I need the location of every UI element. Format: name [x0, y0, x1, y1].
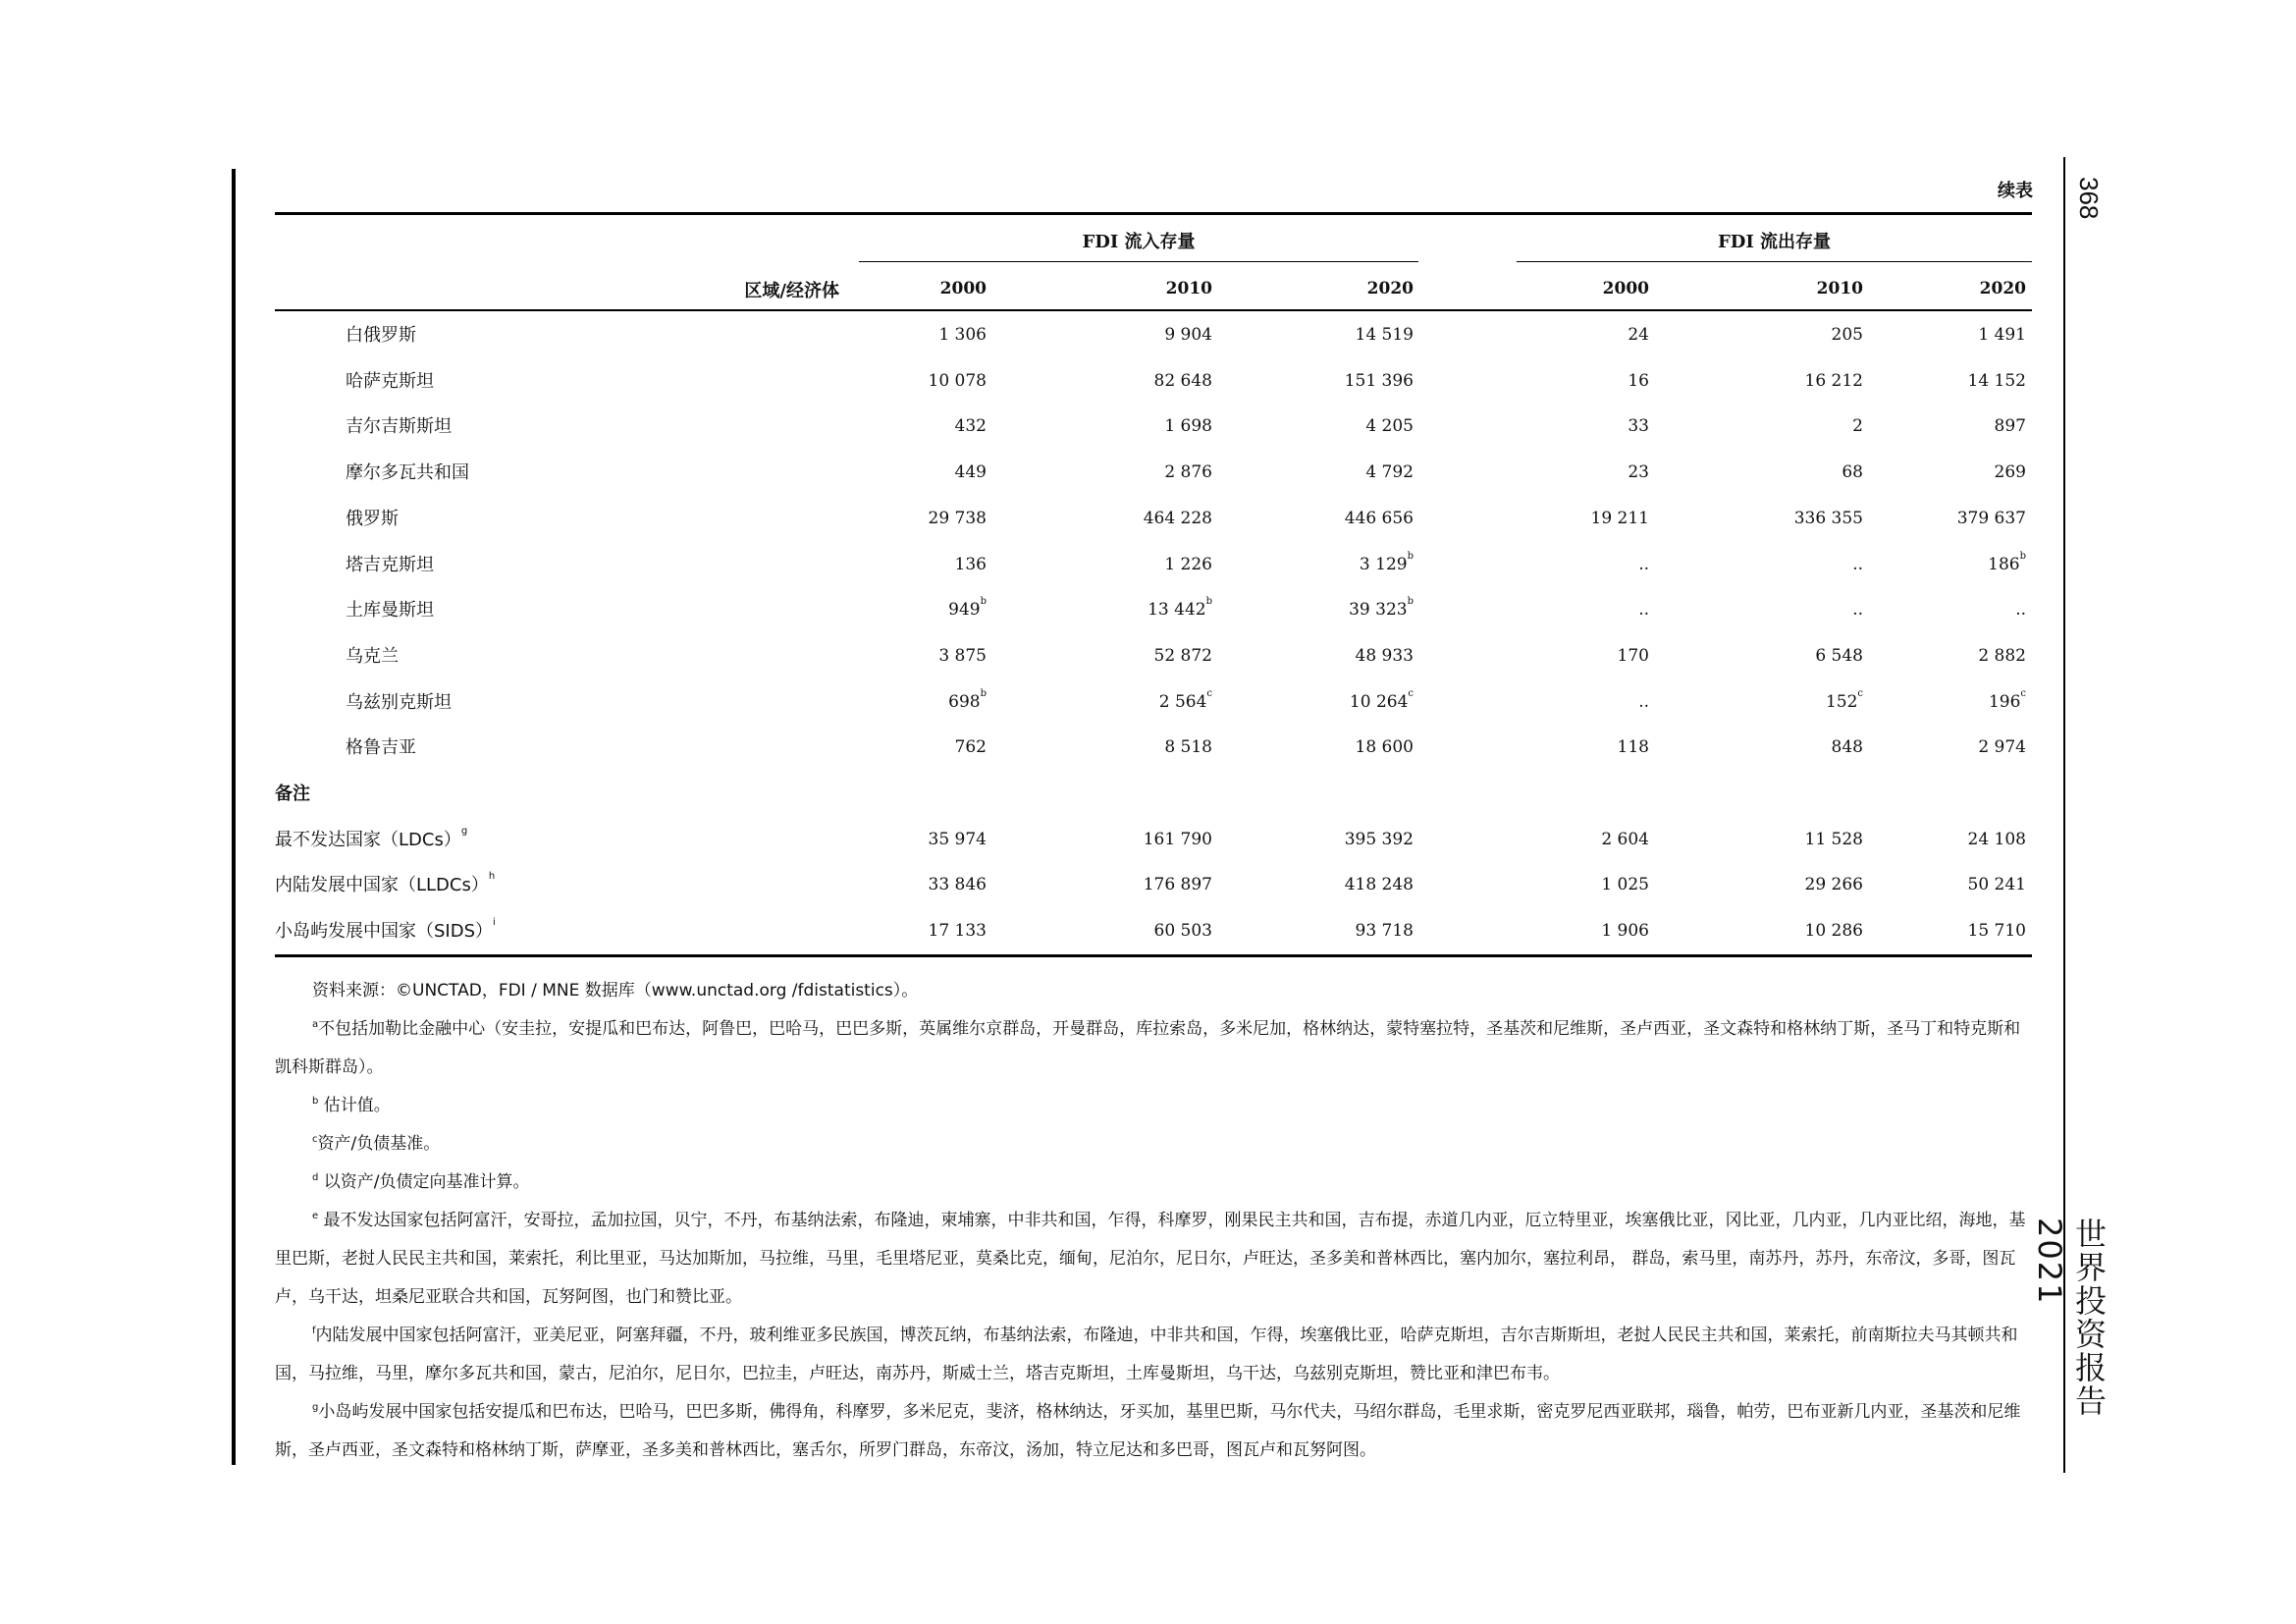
footnote-mark: g	[460, 825, 468, 837]
cell-value: 52 872	[1153, 645, 1212, 666]
table-cell	[1016, 817, 1212, 863]
row-label	[346, 679, 452, 726]
row-label-text: 摩尔多瓦共和国	[346, 462, 469, 484]
footnote-text: 估计值。	[318, 1096, 391, 1115]
year-header: 2010	[1165, 279, 1212, 298]
table-cell	[1217, 542, 1414, 588]
table-row	[275, 862, 2032, 908]
table-row	[275, 679, 2032, 726]
cell-value: 151 396	[1344, 370, 1414, 391]
cell-value: 1 306	[938, 325, 987, 345]
row-label	[275, 862, 495, 908]
group-title-inward: FDI 流入存量	[1082, 232, 1196, 252]
table-cell	[1453, 312, 1649, 358]
footnote-text: 内陆发展中国家包括阿富汗，亚美尼亚，阿塞拜疆，不丹，玻利维亚多民族国，博茨瓦纳，布基纳法索，布隆迪，中非共和国，乍得，埃塞俄比亚，哈萨克斯坦，吉尔吉斯斯坦，老挝人民民主共和国，莱索托，前南斯拉夫马其顿共和国，马拉维，马里，摩尔多瓦共和国，蒙古，尼泊尔，尼日尔，巴拉圭，卢旺达，南苏丹，斯威士兰，塔吉克斯坦，土库曼斯坦，乌干达，乌兹别克斯坦，赞比亚和津巴布韦。	[275, 1326, 2018, 1383]
footnote-mark: c	[1206, 687, 1212, 699]
table-cell	[790, 862, 987, 908]
table-cell	[790, 587, 987, 633]
table-cell	[1830, 312, 2026, 358]
footnote-mark: c	[1857, 687, 1863, 699]
row-label	[275, 908, 496, 954]
cell-value: 2 882	[1978, 645, 2026, 666]
table-cell	[1830, 908, 2026, 954]
cell-value: ..	[1638, 554, 1649, 574]
footnote-text: 不包括加勒比金融中心（安圭拉，安提瓜和巴布达，阿鲁巴，巴哈马，巴巴多斯，英属维尔京群岛，开曼群岛，库拉索岛，多米尼加，格林纳达，蒙特塞拉特，圣基茨和尼维斯，圣卢西亚，圣文森特和格林纳丁斯，圣马丁和特克斯和凯科斯群岛）。	[275, 1019, 2021, 1077]
cell-value: 848	[1831, 737, 1863, 758]
row-label-text: 内陆发展中国家（LLDCs）	[275, 875, 489, 896]
table-cell	[1217, 587, 1414, 633]
cell-value: 269	[1994, 462, 2026, 483]
table-cell	[1830, 542, 2026, 588]
table-cell	[1217, 404, 1414, 450]
footnote-mark: b	[1407, 596, 1414, 608]
table-cell	[1453, 496, 1649, 542]
footnote-mark: b	[312, 1096, 319, 1107]
cell-value: 698	[948, 691, 981, 712]
footnote-mark: c	[1408, 687, 1414, 699]
row-label-text: 乌兹别克斯坦	[346, 691, 452, 713]
table-cell	[1217, 496, 1414, 542]
cell-value: 418 248	[1344, 875, 1414, 895]
row-label-text: 哈萨克斯坦	[346, 370, 434, 392]
table-cell	[1016, 358, 1212, 405]
footnote-mark: g	[312, 1402, 319, 1413]
cell-value: 949	[948, 600, 981, 621]
table-cell	[1016, 725, 1212, 771]
cell-value: ..	[1852, 554, 1863, 574]
cell-value: ..	[1638, 600, 1649, 621]
footnote-mark: b	[1407, 550, 1414, 562]
cell-value: 897	[1994, 416, 2026, 437]
footnote-text: 资产/负债基准。	[317, 1134, 441, 1154]
table-row	[275, 404, 2032, 450]
table-cell	[1830, 450, 2026, 496]
cell-value: 16 212	[1804, 370, 1863, 391]
row-label	[346, 358, 434, 405]
cell-value: 196	[1988, 691, 2021, 712]
table-cell	[1453, 817, 1649, 863]
row-label	[346, 404, 452, 450]
cell-value: 1 491	[1978, 325, 2026, 345]
table-cell	[1217, 725, 1414, 771]
table-cell	[790, 725, 987, 771]
cell-value: 1 906	[1601, 921, 1649, 942]
cell-value: 4 792	[1365, 462, 1414, 483]
footnote-mark: b	[980, 687, 987, 699]
row-label	[346, 542, 434, 588]
group-rule-inward	[859, 261, 1418, 262]
row-label-text: 格鲁吉亚	[346, 737, 416, 759]
table-cell	[1016, 312, 1212, 358]
cell-value: 762	[954, 737, 987, 758]
cell-value: 24	[1628, 325, 1649, 345]
cell-value: 10 264	[1349, 691, 1409, 712]
row-label-text: 吉尔吉斯斯坦	[346, 416, 452, 438]
cell-value: 18 600	[1355, 737, 1414, 758]
cell-value: 118	[1617, 737, 1649, 758]
row-label	[346, 312, 416, 358]
row-label	[346, 587, 434, 633]
table-cell	[1016, 450, 1212, 496]
cell-value: ..	[1638, 691, 1649, 712]
table-cell	[1217, 679, 1414, 726]
cell-value: 8 518	[1164, 737, 1212, 758]
table-cell	[1453, 542, 1649, 588]
table-row	[275, 450, 2032, 496]
cell-value: 336 355	[1793, 508, 1863, 528]
table-cell	[790, 450, 987, 496]
footnote	[275, 1317, 2032, 1393]
cell-value: 432	[954, 416, 987, 437]
table-cell	[1830, 633, 2026, 679]
table-cell	[1453, 725, 1649, 771]
table-cell	[1453, 358, 1649, 405]
table-row	[275, 908, 2032, 954]
table-cell	[1453, 587, 1649, 633]
table-cell	[790, 404, 987, 450]
footnote-mark: d	[312, 1172, 319, 1183]
table-cell	[1016, 587, 1212, 633]
row-label	[275, 817, 467, 863]
group-rule-outward	[1517, 261, 2032, 262]
row-label-text: 俄罗斯	[346, 508, 399, 529]
footnote-mark: h	[488, 871, 496, 883]
table-cell	[1016, 862, 1212, 908]
table-cell	[790, 908, 987, 954]
cell-value: 176 897	[1143, 875, 1212, 895]
year-header: 2020	[1979, 279, 2026, 298]
table-row	[275, 542, 2032, 588]
source-note	[275, 972, 2032, 1010]
table-row	[275, 358, 2032, 405]
cell-value: 4 205	[1365, 416, 1414, 437]
row-label	[346, 450, 469, 496]
table-cell	[1453, 404, 1649, 450]
row-label	[346, 496, 399, 542]
table-row	[275, 496, 2032, 542]
table-row	[275, 817, 2032, 863]
table-cell	[1830, 817, 2026, 863]
footnote-mark: f	[312, 1326, 316, 1336]
footnote-mark: c	[312, 1134, 318, 1145]
table-cell	[790, 358, 987, 405]
footnote	[275, 1125, 2032, 1164]
cell-value: 446 656	[1344, 508, 1414, 528]
cell-value: 29 266	[1804, 875, 1863, 895]
table-bottom-rule	[275, 954, 2032, 957]
table-cell	[1453, 633, 1649, 679]
footnote	[275, 1393, 2032, 1470]
row-label-text: 小岛屿发展中国家（SIDS）	[275, 921, 494, 943]
footnote-text: 以资产/负债定向基准计算。	[318, 1172, 530, 1192]
cell-value: 2 604	[1601, 829, 1649, 849]
table-cell	[1830, 404, 2026, 450]
cell-value: 1 226	[1164, 554, 1212, 574]
cell-value: 50 241	[1967, 875, 2026, 895]
cell-value: 33	[1628, 416, 1649, 437]
table-cell	[790, 542, 987, 588]
footnote	[275, 1164, 2032, 1202]
cell-value: 16	[1628, 370, 1649, 391]
cell-value: 170	[1617, 645, 1649, 666]
continued-label: 续表	[1998, 181, 2033, 201]
cell-value: 449	[954, 462, 987, 483]
table-cell	[1217, 862, 1414, 908]
running-title: 世界投资报告 2021	[2031, 1218, 2108, 1418]
table-row	[275, 771, 2032, 817]
footnote-text: 小岛屿发展中国家包括安提瓜和巴布达，巴哈马，巴巴多斯，佛得角，科摩罗，多米尼克，斐济，格林纳达，牙买加，基里巴斯，马尔代夫，马绍尔群岛，毛里求斯，密克罗尼西亚联邦，瑙鲁，帕劳，巴布亚新几内亚，圣基茨和尼维斯，圣卢西亚，圣文森特和格林纳丁斯，萨摩亚，圣多美和普林西比，塞舌尔，所罗门群岛，东帝汶，汤加，特立尼达和多巴哥，图瓦卢和瓦努阿图。	[275, 1402, 2021, 1460]
cell-value: 9 904	[1164, 325, 1212, 345]
cell-value: 60 503	[1153, 921, 1212, 942]
row-label-text: 塔吉克斯坦	[346, 554, 434, 575]
table-row	[275, 633, 2032, 679]
row-label	[346, 725, 416, 771]
footnote-mark: e	[312, 1211, 319, 1221]
cell-value: 379 637	[1956, 508, 2026, 528]
row-label	[275, 771, 310, 817]
cell-value: 3 875	[938, 645, 987, 666]
cell-value: 15 710	[1967, 921, 2026, 942]
footnote-mark: c	[2020, 687, 2026, 699]
cell-value: 136	[954, 554, 987, 574]
year-header: 2010	[1816, 279, 1863, 298]
row-label-text: 白俄罗斯	[346, 325, 416, 346]
table-cell	[1217, 908, 1414, 954]
cell-value: 161 790	[1143, 829, 1212, 849]
table-cell	[1830, 679, 2026, 726]
table-cell	[1016, 542, 1212, 588]
table-row	[275, 725, 2032, 771]
cell-value: 29 738	[928, 508, 987, 528]
footnote-mark: a	[312, 1019, 319, 1030]
cell-value: 395 392	[1344, 829, 1414, 849]
year-header: 2020	[1366, 279, 1414, 298]
cell-value: ..	[2015, 600, 2026, 621]
table-cell	[1453, 862, 1649, 908]
cell-value: 6 548	[1815, 645, 1863, 666]
cell-value: 35 974	[928, 829, 987, 849]
table-cell	[1453, 679, 1649, 726]
row-label-text: 土库曼斯坦	[346, 600, 434, 622]
table-cell	[790, 496, 987, 542]
footnote-mark: i	[493, 917, 496, 929]
cell-value: 10 078	[928, 370, 987, 391]
cell-value: 33 846	[928, 875, 987, 895]
row-label-text: 最不发达国家（LDCs）	[275, 829, 461, 850]
table-notes	[275, 972, 2032, 1470]
header-bottom-rule	[275, 309, 2032, 311]
footnote-mark: b	[980, 596, 987, 608]
table-cell	[1830, 496, 2026, 542]
table-cell	[1016, 404, 1212, 450]
table-top-rule	[275, 212, 2032, 215]
cell-value: 48 933	[1355, 645, 1414, 666]
cell-value: 82 648	[1153, 370, 1212, 391]
footnote-text: 资料来源：©UNCTAD，FDI / MNE 数据库（www.unctad.org /fdistatistics）。	[312, 981, 919, 1001]
footnote-text: 最不发达国家包括阿富汗，安哥拉，孟加拉国，贝宁，不丹，布基纳法索，布隆迪，柬埔寨，中非共和国，乍得，科摩罗，刚果民主共和国，吉布提，赤道几内亚，厄立特里亚，埃塞俄比亚，冈比亚，几内亚，几内亚比绍，海地，基里巴斯，老挝人民民主共和国，莱索托，利比里亚，马达加斯加，马拉维，马里，毛里塔尼亚，莫桑比克，缅甸，尼泊尔，尼日尔，卢旺达，圣多美和普林西比，塞内加尔，塞拉利昂， 群岛，索马里，南苏丹，苏丹，东帝汶，多哥，图瓦卢，乌干达，坦桑尼亚联合共和国，瓦努阿图，也门和赞比亚。	[275, 1211, 2026, 1307]
cell-value: 2 876	[1164, 462, 1212, 483]
table-cell	[790, 817, 987, 863]
cell-value: 2 564	[1158, 691, 1207, 712]
row-label-text: 备注	[275, 784, 310, 804]
cell-value: 10 286	[1804, 921, 1863, 942]
footnote	[275, 1087, 2032, 1125]
cell-value: 205	[1831, 325, 1863, 345]
footnote-mark: b	[1205, 596, 1212, 608]
row-header-label: 区域/经济体	[744, 281, 839, 301]
cell-value: 2	[1852, 416, 1863, 437]
table-cell	[1453, 450, 1649, 496]
table-row	[275, 587, 2032, 633]
footnote-mark: b	[2019, 550, 2026, 562]
table-cell	[1016, 679, 1212, 726]
footnote	[275, 1010, 2032, 1087]
cell-value: 24 108	[1967, 829, 2026, 849]
cell-value: 186	[1988, 554, 2020, 574]
table-cell	[1016, 633, 1212, 679]
group-title-outward: FDI 流出存量	[1717, 232, 1832, 252]
table-cell	[790, 633, 987, 679]
cell-value: 68	[1842, 462, 1863, 483]
table-cell	[1217, 450, 1414, 496]
cell-value: 14 152	[1967, 370, 2026, 391]
table-cell	[1830, 725, 2026, 771]
table-cell	[1217, 358, 1414, 405]
cell-value: 1 698	[1164, 416, 1212, 437]
left-margin-rule	[232, 169, 236, 1465]
table-cell	[1217, 312, 1414, 358]
table-cell	[790, 679, 987, 726]
cell-value: 93 718	[1355, 921, 1414, 942]
cell-value: 3 129	[1359, 554, 1408, 574]
cell-value: 19 211	[1590, 508, 1649, 528]
cell-value: 464 228	[1143, 508, 1212, 528]
cell-value: 152	[1825, 691, 1858, 712]
row-label	[346, 633, 399, 679]
table-cell	[1217, 633, 1414, 679]
cell-value: 14 519	[1355, 325, 1414, 345]
cell-value: 39 323	[1349, 600, 1408, 621]
footnote	[275, 1202, 2032, 1317]
table-cell	[1830, 862, 2026, 908]
cell-value: 11 528	[1804, 829, 1863, 849]
table-cell	[1453, 908, 1649, 954]
row-label-text: 乌克兰	[346, 645, 399, 667]
table-cell	[1016, 908, 1212, 954]
cell-value: 1 025	[1601, 875, 1649, 895]
cell-value: 23	[1628, 462, 1649, 483]
table-cell	[790, 312, 987, 358]
cell-value: 17 133	[928, 921, 987, 942]
table-cell	[1830, 587, 2026, 633]
page-number: 368	[2074, 177, 2104, 220]
table-cell	[1016, 496, 1212, 542]
table-row	[275, 312, 2032, 358]
year-header: 2000	[1602, 279, 1649, 298]
table-cell	[1830, 358, 2026, 405]
cell-value: 13 442	[1148, 600, 1206, 621]
table-cell	[1217, 817, 1414, 863]
cell-value: ..	[1852, 600, 1863, 621]
year-header: 2000	[939, 279, 987, 298]
cell-value: 2 974	[1978, 737, 2026, 758]
